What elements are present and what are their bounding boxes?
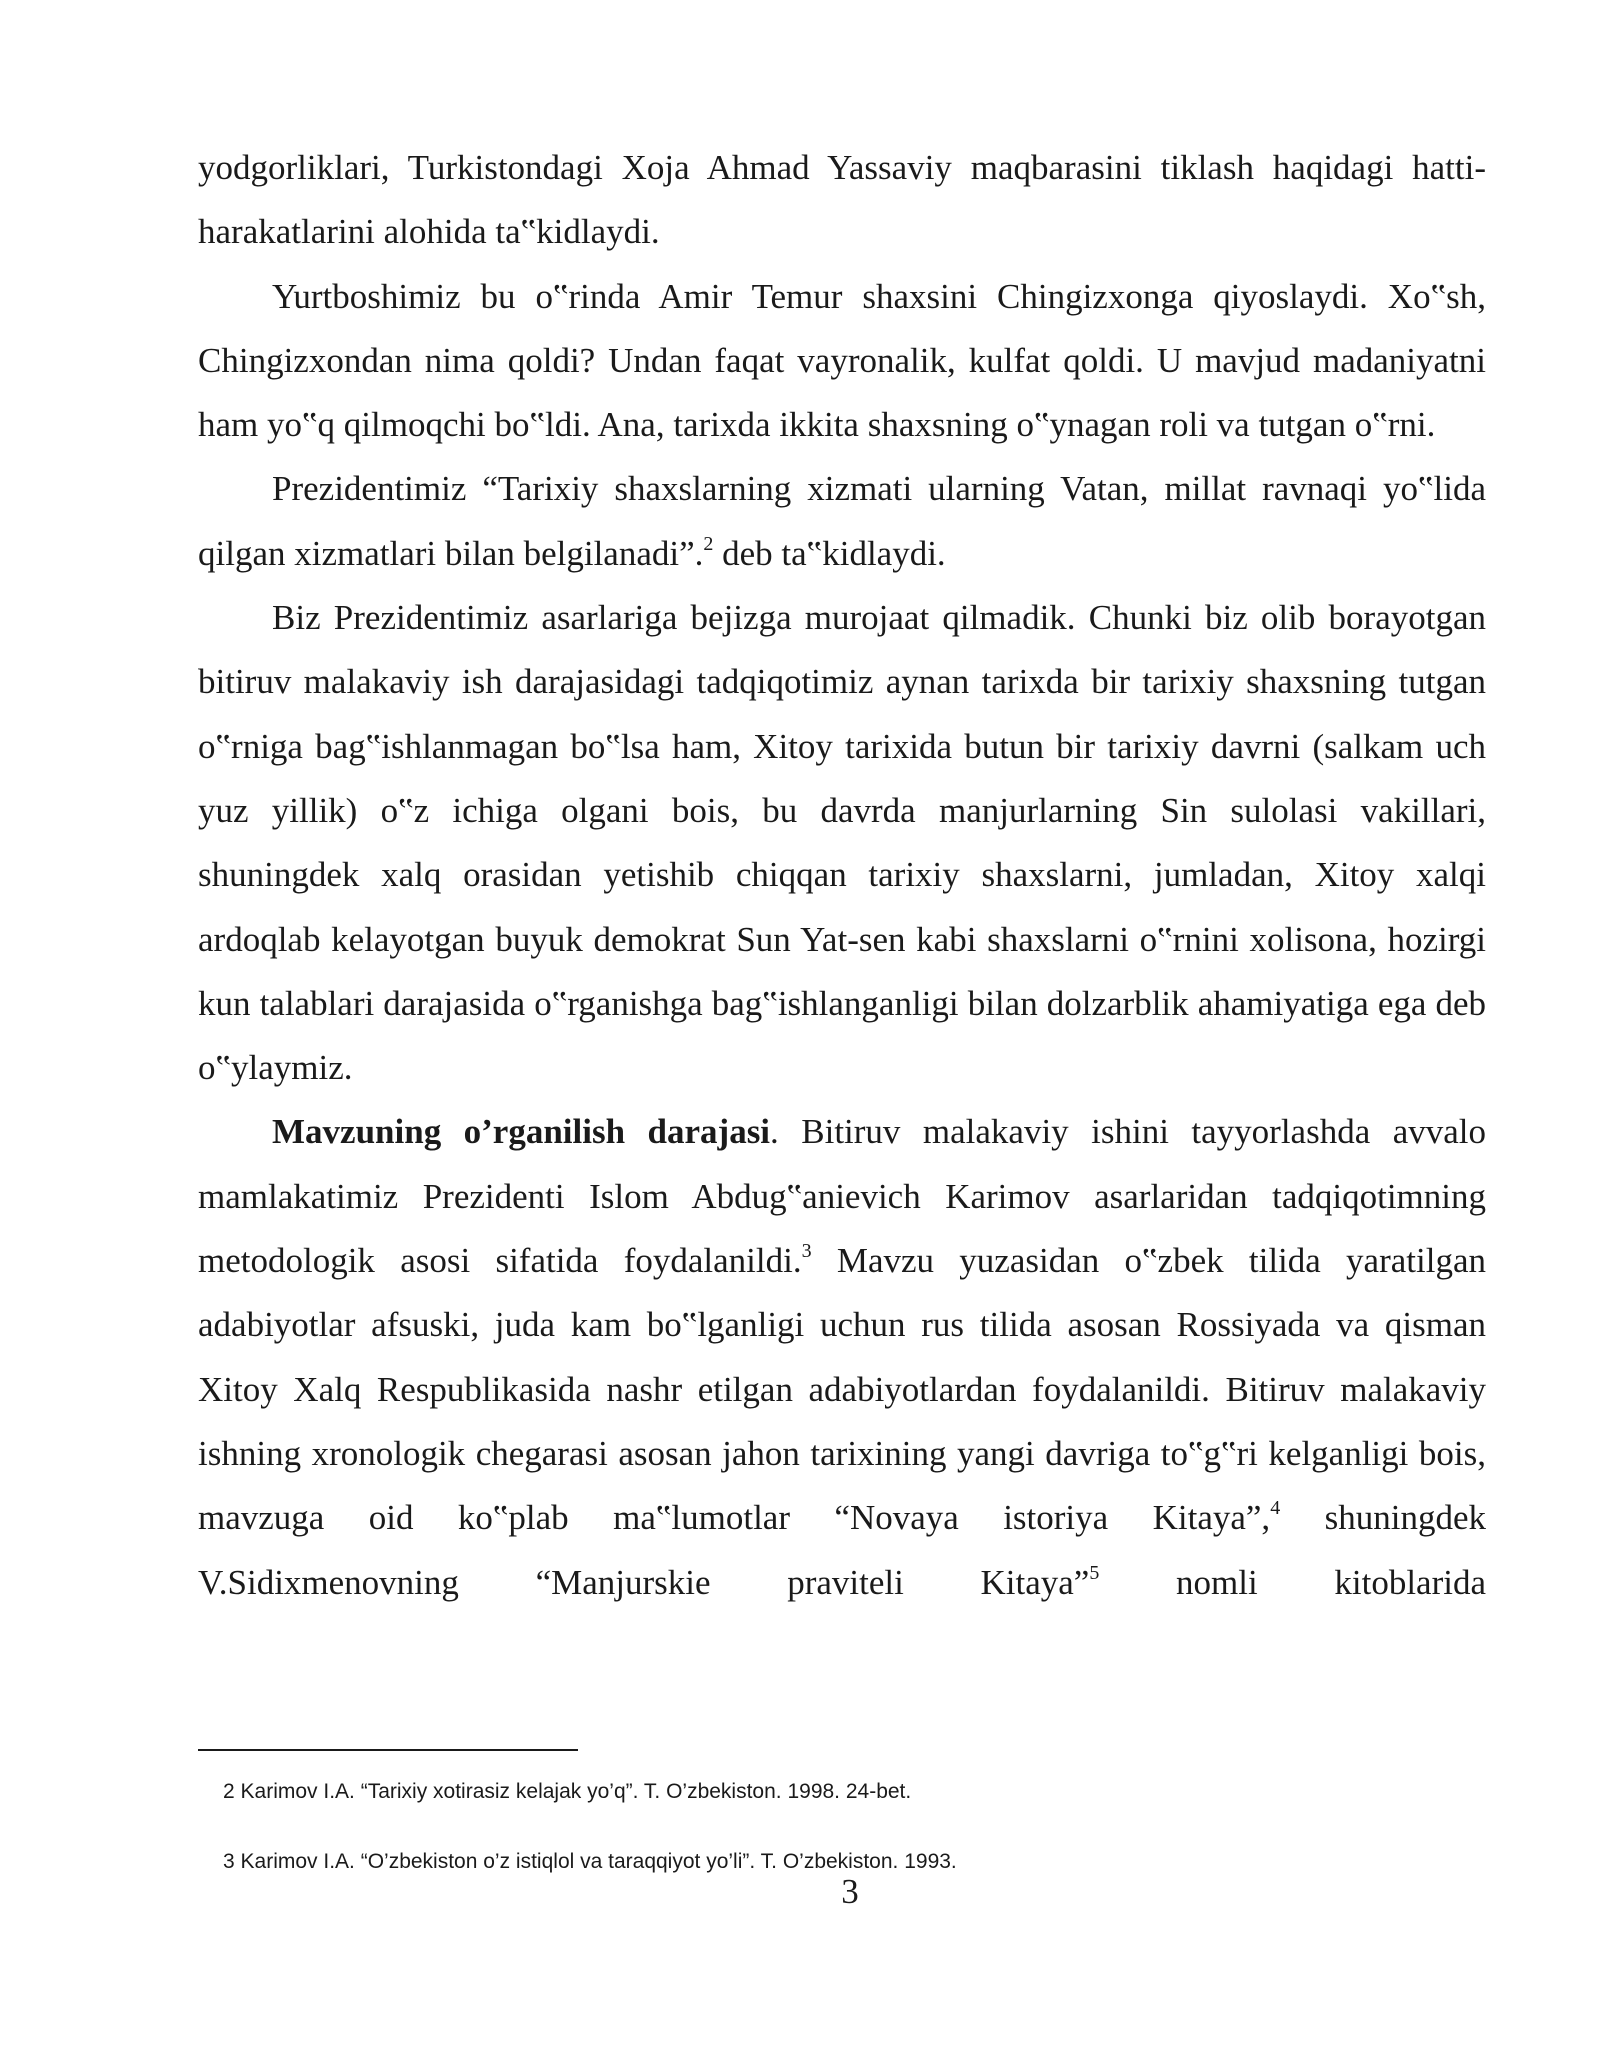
- footnote-2: 2 Karimov I.A. “Tarixiy xotirasiz kelajak yo’q”. T. O’zbekiston. 1998. 24-bet.: [223, 1780, 912, 1803]
- footnote-ref-3[interactable]: 3: [801, 1240, 812, 1263]
- paragraph-study-level: [198, 1100, 1486, 1614]
- quote-text: Prezidentimiz “Tarixiy shaxslarning xizmati ularning Vatan, millat ravnaqi yo‟lida qilgan xizmatlari bilan belgilanadi”.: [198, 469, 1486, 573]
- paragraph-amir-temur: Yurtboshimiz bu o‟rinda Amir Temur shaxsini Chingizxonga qiyoslaydi. Xo‟sh, Chingizxondan nima qoldi? Undan faqat vayronalik, kulfat qoldi. U mavjud madaniyatni ham yo‟q qilmoqchi bo‟ldi. Ana, tarixda ikkita shaxsning o‟ynagan roli va tutgan o‟rni.: [198, 276, 1486, 445]
- footnote-ref-4[interactable]: 4: [1270, 1497, 1281, 1520]
- page-number: 3: [841, 1872, 859, 1911]
- paragraph-continuation: yodgorliklari, Turkistondagi Xoja Ahmad Yassaviy maqbarasini tiklash haqidagi hatti-harakatlarini alohida ta‟kidlaydi.: [198, 148, 1486, 252]
- section-heading: Mavzuning o’rganilish darajasi: [272, 1112, 771, 1152]
- study-level-text-a: . Bitiruv malakaviy ishini tayyorlashda avvalo mamlakatimiz Prezidenti Islom Abdug‟anievich Karimov asarlaridan tadqiqotimning metodologik asosi sifatida foydalanildi.: [198, 1112, 1486, 1281]
- footnote-ref-2[interactable]: 2: [703, 532, 714, 555]
- study-level-text-c: shuningdek V.Sidixmenovning “Manjurskie praviteli Kitaya”: [198, 1498, 1486, 1602]
- study-level-text-d: nomli kitoblarida: [1099, 1562, 1486, 1602]
- footnote-ref-5[interactable]: 5: [1089, 1561, 1100, 1584]
- footnote-3: 3 Karimov I.A. “O’zbekiston o’z istiqlol va taraqqiyot yo’li”. T. O’zbekiston. 1993.: [223, 1850, 957, 1873]
- quote-tail: deb ta‟kidlaydi.: [713, 533, 946, 573]
- study-level-text-b: Mavzu yuzasidan o‟zbek tilida yaratilgan adabiyotlar afsuski, juda kam bo‟lganligi uchun rus tilida asosan Rossiyada va qisman Xitoy Xalq Respublikasida nashr etilgan adabiyotlardan foydalanildi. Bitiruv malakaviy ishning xronologik chegarasi asosan jahon tarixining yangi davriga to‟g‟ri kelganligi bois, mavzuga oid ko‟plab ma‟lumotlar “Novaya istoriya Kitaya”,: [198, 1241, 1486, 1538]
- paragraph-president-quote: [198, 457, 1486, 586]
- page-body: [198, 136, 1486, 1615]
- footnote-separator: [198, 1749, 578, 1751]
- paragraph-relevance: Biz Prezidentimiz asarlariga bejizga murojaat qilmadik. Chunki biz olib borayotgan bitiruv malakaviy ish darajasidagi tadqiqotimiz aynan tarixda bir tarixiy shaxsning tutgan o‟rniga bag‟ishlanmagan bo‟lsa ham, Xitoy tarixida butun bir tarixiy davrni (salkam uch yuz yillik) o‟z ichiga olgani bois, bu davrda manjurlarning Sin sulolasi vakillari, shuningdek xalq orasidan yetishib chiqqan tarixiy shaxslarni, jumladan, Xitoy xalqi ardoqlab kelayotgan buyuk demokrat Sun Yat-sen kabi shaxslarni o‟rnini xolisona, hozirgi kun talablari darajasida o‟rganishga bag‟ishlanganligi bilan dolzarblik ahamiyatiga ega deb o‟ylaymiz.: [198, 598, 1486, 1088]
